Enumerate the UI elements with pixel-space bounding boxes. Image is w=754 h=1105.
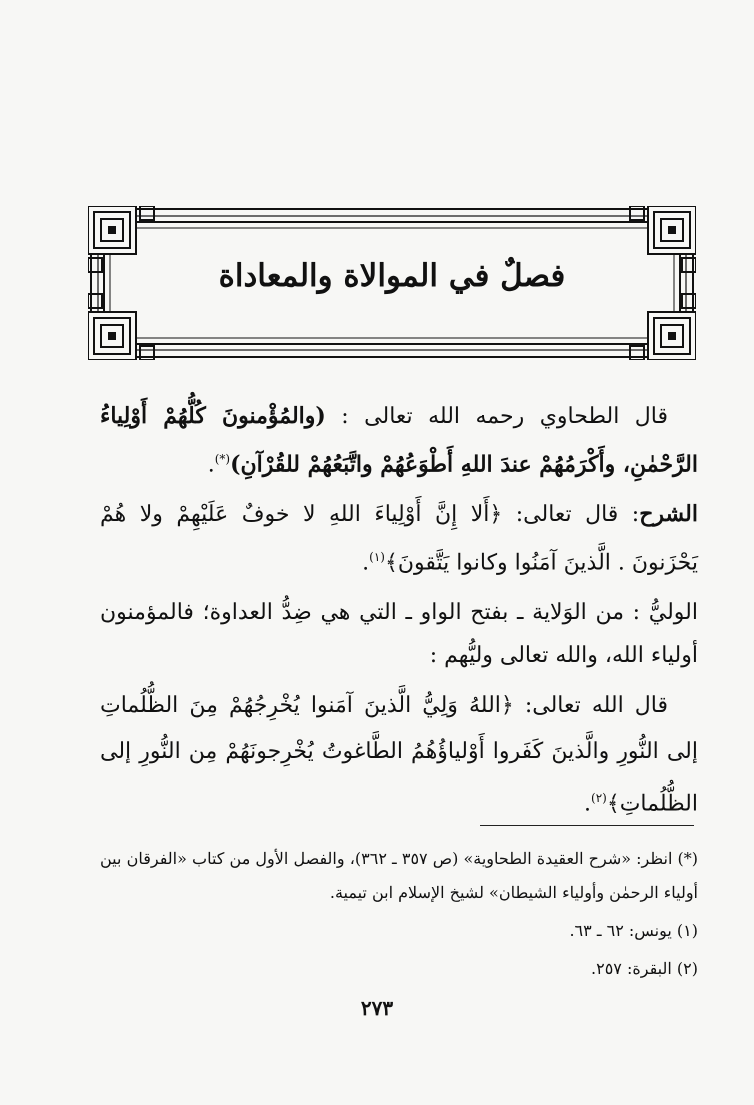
- quoted-text: (والمُؤْمنونَ كُلُّهُمْ أَوْلِياءُ الرَّحْمٰنِ، وأَكْرَمُهُمْ عندَ اللهِ أَطْوَعُهُمْ واتَّبَعُهُمْ للقُرْآنِ): [100, 403, 698, 478]
- page-number: ٢٧٣: [360, 996, 394, 1020]
- footnote-mark-star: (*): [214, 452, 231, 466]
- intro-text: قال الطحاوي رحمه الله تعالى :: [325, 404, 668, 429]
- title-frame: [88, 206, 696, 360]
- footnote-separator: [480, 825, 694, 826]
- footnote-mark-1: (١): [369, 550, 385, 564]
- footnotes: [100, 842, 699, 978]
- paragraph-tahawi-quote: قال الطحاوي رحمه الله تعالى : (والمُؤْمنونَ كُلُّهُمْ أَوْلِياءُ الرَّحْمٰنِ، وأَكْرَمُهُمْ عندَ اللهِ أَطْوَعُهُمْ واتَّبَعُهُمْ للقُرْآنِ)(*).: [100, 403, 698, 478]
- verse-text: قال الله تعالى: ﴿اللهُ وَلِيُّ الَّذينَ آمَنوا يُخْرِجُهُمْ مِنَ الظُّلُماتِ إلى النُّورِ والَّذينَ كَفَروا أَوْلياؤُهُمُ الطَّاغوتُ يُخْرِجونَهُمْ مِن النُّورِ إلى الظُّلُماتِ﴾: [100, 693, 698, 817]
- footnote-star: (*) انظر: «شرح العقيدة الطحاوية» (ص ٣٥٧ ـ ٣٦٢)، والفصل الأول من كتاب «الفرقان بين أولياء الرحمٰن وأولياء الشيطان» لشيخ الإسلام ابن تيمية.: [100, 849, 699, 902]
- paragraph-quran-verse: قال الله تعالى: ﴿اللهُ وَلِيُّ الَّذينَ آمَنوا يُخْرِجُهُمْ مِنَ الظُّلُماتِ إلى النُّورِ والَّذينَ كَفَروا أَوْلياؤُهُمُ الطَّاغوتُ يُخْرِجونَهُمْ مِن النُّورِ إلى الظُّلُماتِ﴾$^{(٢)}$.: [100, 693, 698, 817]
- footnote-1: (١) يونس: ٦٢ ـ ٦٣.: [569, 921, 698, 940]
- sharh-text: : قال تعالى: ﴿أَلا إِنَّ أَوْلِياءَ اللهِ لا خوفٌ عَلَيْهِمْ ولا هُمْ يَحْزَنونَ . الَّذينَ آمَنُوا وكانوا يَتَّقونَ﴾: [100, 502, 698, 576]
- paragraph-sharh: الشرح: قال تعالى: ﴿أَلا إِنَّ أَوْلِياءَ اللهِ لا خوفٌ عَلَيْهِمْ ولا هُمْ يَحْزَنونَ . الَّذينَ آمَنُوا وكانوا يَتَّقونَ﴾$^{(١)}$.: [100, 501, 698, 576]
- footnote-mark-2: (٢): [591, 791, 607, 805]
- footnote-2: (٢) البقرة: ٢٥٧.: [591, 959, 698, 978]
- paragraph-wali-definition: الوليُّ : من الوَلاية ـ بفتح الواو ـ التي هي ضِدُّ العداوة؛ فالمؤمنون أولياء الله، والله تعالى وليُّهم :: [100, 600, 698, 668]
- sharh-label: الشرح: [639, 501, 698, 527]
- chapter-title: فصلٌ في الموالاة والمعاداة: [218, 258, 566, 294]
